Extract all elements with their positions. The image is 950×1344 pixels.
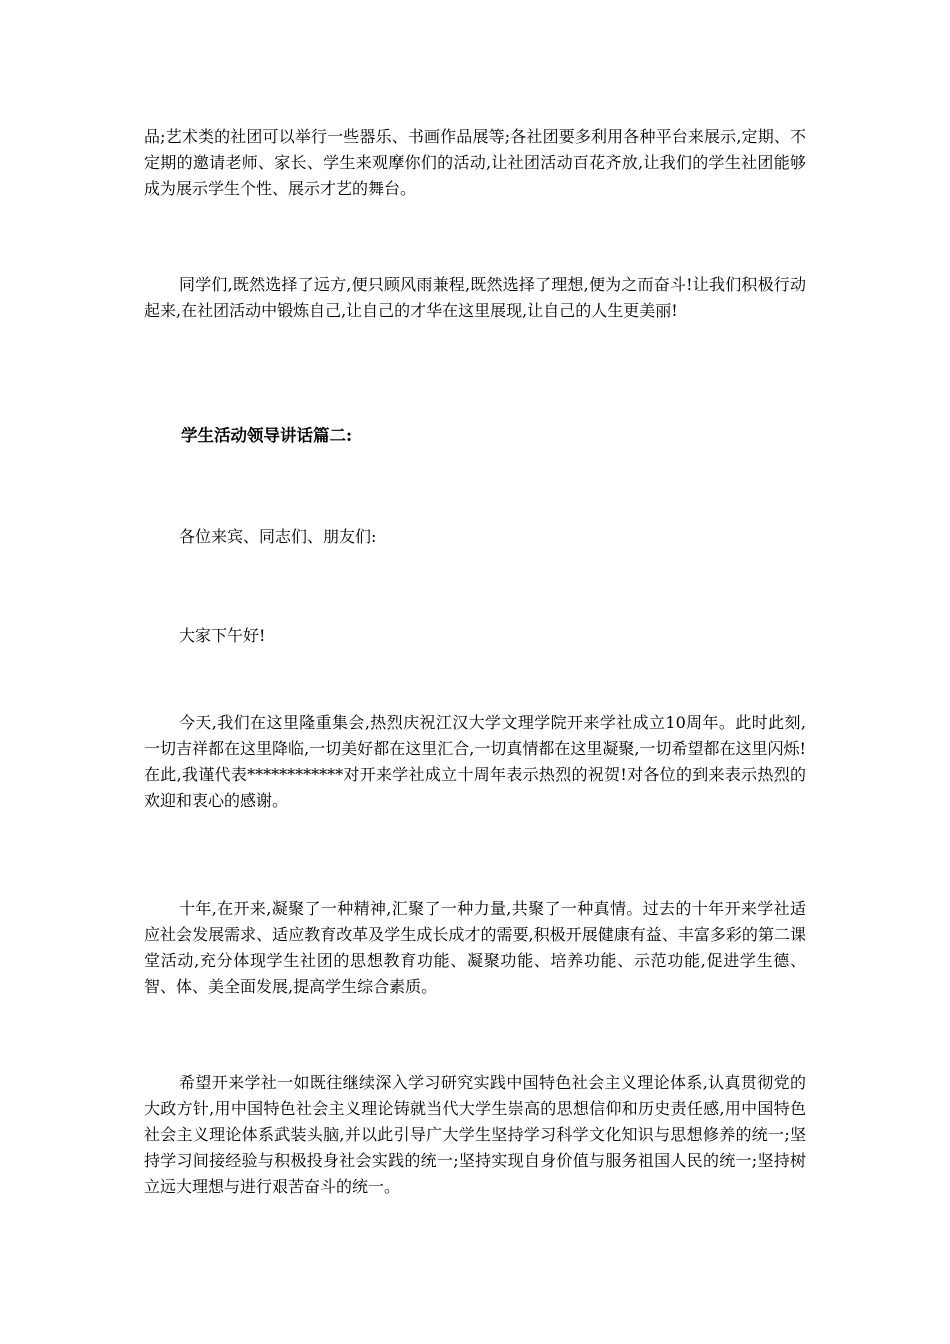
paragraph-ten-years: 十年,在开来,凝聚了一种精神,汇聚了一种力量,共聚了一种真情。过去的十年开来学社适应社会发展需求、适应教育改革及学生成长成才的需要,积极开展健康有益、丰富多彩的第二课堂活动,充分体现学生社团的思想教育功能、凝聚功能、培养功能、示范功能,促进学生德、智、体、美全面发展,提高学生综合素质。	[144, 899, 806, 996]
paragraph-hopes: 希望开来学社一如既往继续深入学习研究实践中国特色社会主义理论体系,认真贯彻党的大政方针,用中国特色社会主义理论铸就当代大学生崇高的思想信仰和历史责任感,用中国特色社会主义理论体系武装头脑,并以此引导广大学生坚持学习科学文化知识与思想修养的统一;坚持学习间接经验与积极投身社会实践的统一;坚持实现自身价值与服务祖国人民的统一;坚持树立远大理想与进行艰苦奋斗的统一。	[144, 1073, 806, 1196]
paragraph-clubs-showcase: 品;艺术类的社团可以举行一些器乐、书画作品展等;各社团要多利用各种平台来展示,定期、不定期的邀请老师、家长、学生来观摩你们的活动,让社团活动百花齐放,让我们的学生社团能够成为展示学生个性、展示才艺的舞台。	[144, 127, 806, 198]
paragraph-greeting: 大家下午好!	[179, 626, 266, 645]
paragraph-salutation: 各位来宾、同志们、朋友们:	[179, 527, 377, 546]
section-heading-part-two: 学生活动领导讲话篇二:	[181, 426, 353, 445]
paragraph-anniversary: 今天,我们在这里隆重集会,热烈庆祝江汉大学文理学院开来学社成立10周年。此时此刻,一切吉祥都在这里降临,一切美好都在这里汇合,一切真情都在这里凝聚,一切希望都在这里闪烁!在此,我谨代表************对开来学社成立十周年表示热烈的祝贺!对各位的到来表示热烈的欢迎和衷心的感谢。	[144, 713, 806, 810]
paragraph-encouragement: 同学们,既然选择了远方,便只顾风雨兼程,既然选择了理想,便为之而奋斗!让我们积极行动起来,在社团活动中锻炼自己,让自己的才华在这里展现,让自己的人生更美丽!	[144, 275, 806, 320]
